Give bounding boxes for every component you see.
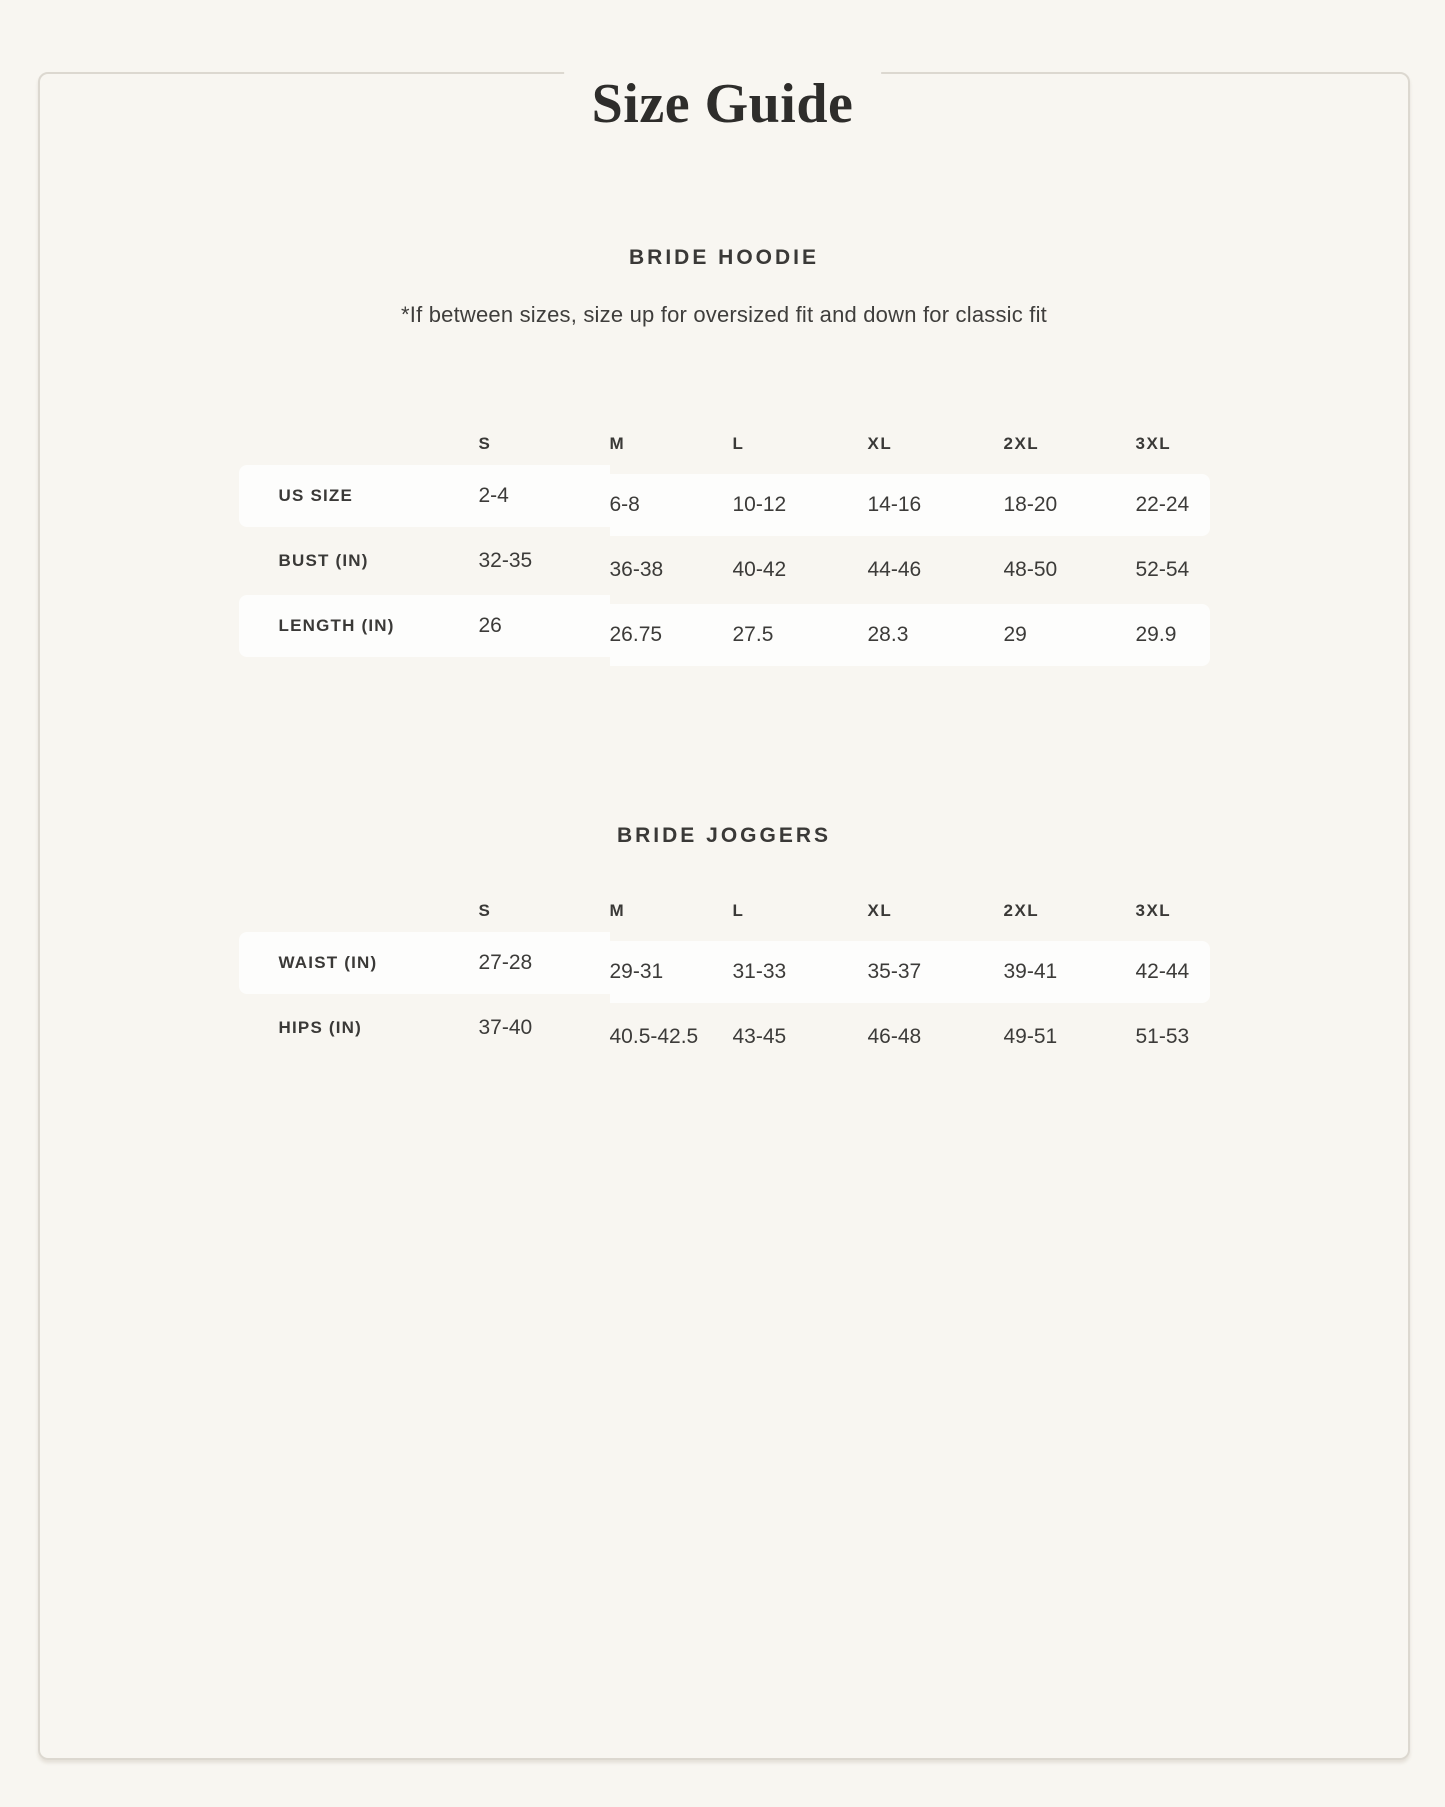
row-label: WAIST (IN)	[239, 932, 479, 994]
cell-value: 51-53	[1135, 1025, 1190, 1048]
cell-value: 18-20	[1004, 474, 1136, 536]
column-header-l: L	[732, 901, 745, 920]
section-bride-joggers	[40, 824, 1408, 1066]
cell-value: 29	[1004, 604, 1136, 666]
cell-value: 29-31	[610, 941, 733, 1003]
cell-value: 46-48	[867, 1025, 922, 1048]
cell-value: 28.3	[868, 604, 1004, 666]
column-header-m: M	[609, 901, 626, 920]
cell-value: 31-33	[733, 941, 868, 1003]
cell-value: 40.5-42.5	[609, 1025, 699, 1048]
row-label: LENGTH (IN)	[239, 595, 479, 657]
table-header-row	[239, 886, 1210, 936]
table-row-us-size	[239, 469, 1210, 531]
section-bride-hoodie	[40, 246, 1408, 661]
cell-value: 27-28	[479, 932, 610, 994]
cell-value: 2-4	[479, 465, 610, 527]
column-header-empty	[239, 886, 479, 936]
column-header-s: S	[478, 434, 492, 453]
column-header-3xl: 3XL	[1135, 901, 1172, 920]
table-row-hips	[239, 998, 1210, 1066]
hoodie-size-table	[239, 419, 1210, 661]
table-row-length	[239, 599, 1210, 661]
cell-value: 22-24	[1136, 474, 1210, 536]
cell-value: 14-16	[868, 474, 1004, 536]
row-label: HIPS (IN)	[278, 1018, 363, 1037]
cell-value: 27.5	[733, 604, 868, 666]
cell-value: 36-38	[609, 558, 664, 581]
cell-value: 49-51	[1003, 1025, 1058, 1048]
column-header-l: L	[732, 434, 745, 453]
cell-value: 26.75	[610, 604, 733, 666]
cell-value: 39-41	[1004, 941, 1136, 1003]
column-header-s: S	[478, 901, 492, 920]
cell-value: 29.9	[1136, 604, 1210, 666]
column-header-empty	[239, 419, 479, 469]
page-title: Size Guide	[564, 70, 882, 138]
cell-value: 44-46	[867, 558, 922, 581]
cell-value: 48-50	[1003, 558, 1058, 581]
column-header-2xl: 2XL	[1003, 901, 1040, 920]
joggers-size-table	[239, 886, 1210, 1066]
row-label: US SIZE	[239, 465, 479, 527]
column-header-3xl: 3XL	[1135, 434, 1172, 453]
row-label: BUST (IN)	[278, 551, 369, 570]
cell-value: 6-8	[610, 474, 733, 536]
section-heading-hoodie: BRIDE HOODIE	[628, 246, 819, 269]
table-header-row	[239, 419, 1210, 469]
cell-value: 35-37	[868, 941, 1004, 1003]
cell-value: 32-35	[478, 549, 533, 572]
size-guide-panel	[38, 72, 1410, 1760]
cell-value: 40-42	[732, 558, 787, 581]
cell-value: 52-54	[1135, 558, 1190, 581]
cell-value: 42-44	[1136, 941, 1210, 1003]
column-header-m: M	[609, 434, 626, 453]
section-heading-joggers: BRIDE JOGGERS	[616, 824, 832, 847]
cell-value: 37-40	[478, 1016, 533, 1039]
fit-note: *If between sizes, size up for oversized fit and down for classic fit	[401, 302, 1047, 327]
cell-value: 43-45	[732, 1025, 787, 1048]
table-row-bust	[239, 531, 1210, 599]
column-header-xl: XL	[867, 434, 893, 453]
table-row-waist	[239, 936, 1210, 998]
column-header-xl: XL	[867, 901, 893, 920]
cell-value: 10-12	[733, 474, 868, 536]
cell-value: 26	[479, 595, 610, 657]
column-header-2xl: 2XL	[1003, 434, 1040, 453]
